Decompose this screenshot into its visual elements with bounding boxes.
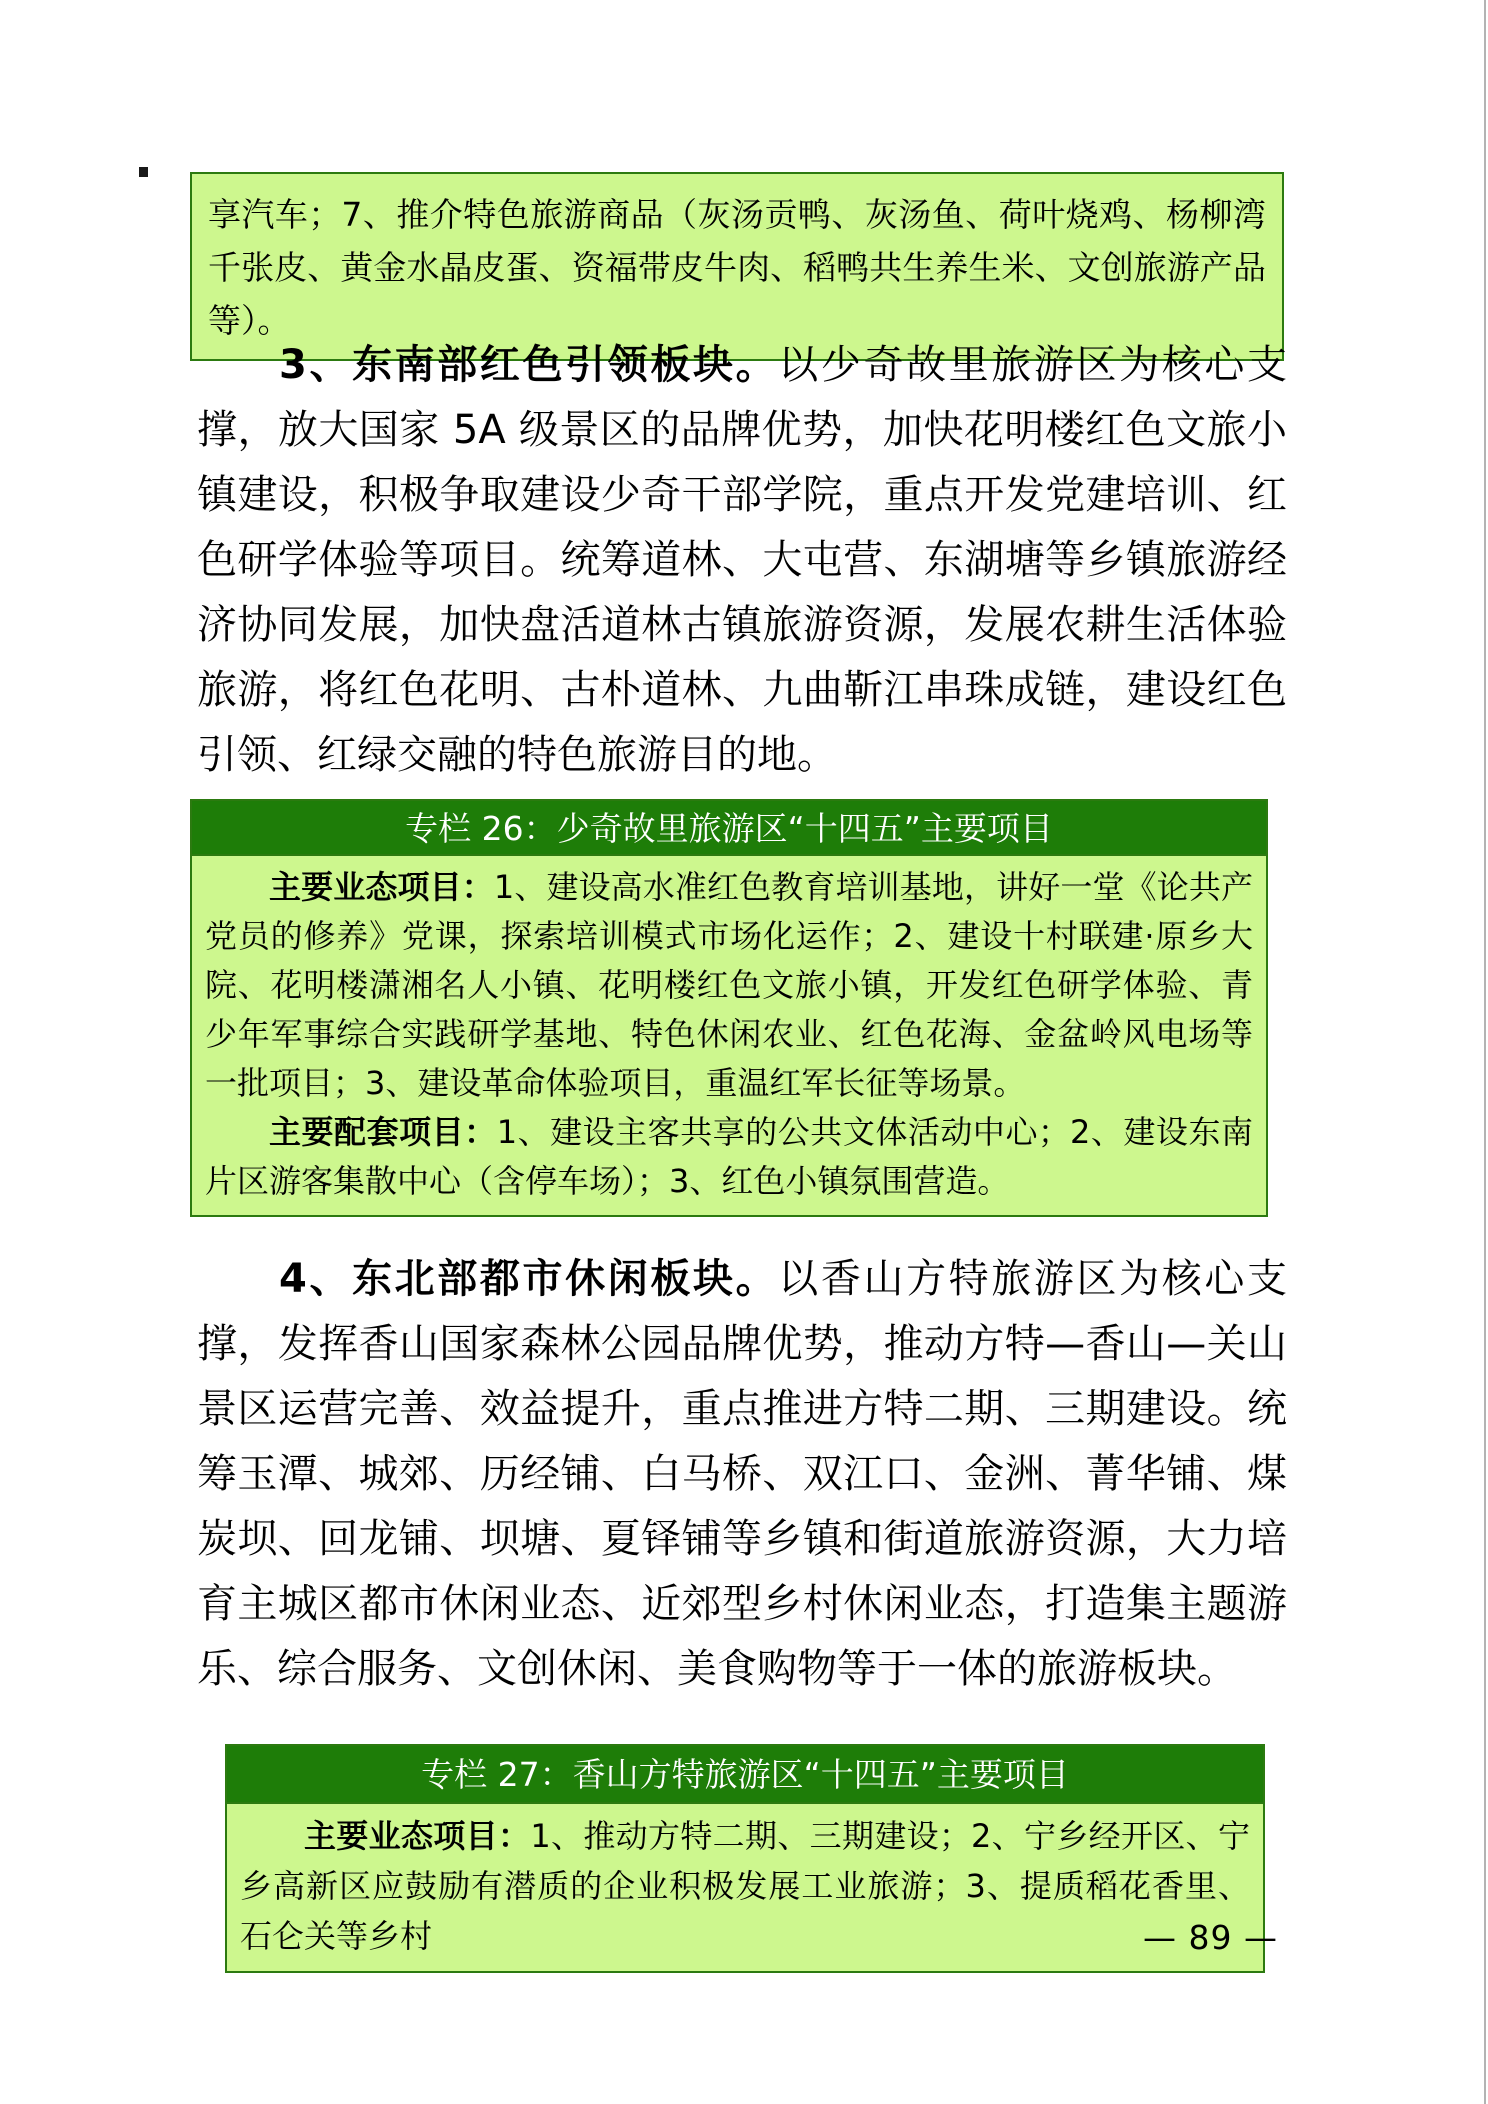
paragraph-3-body: 以少奇故里旅游区为核心支撑，放大国家 5A 级景区的品牌优势，加快花明楼红色文旅小镇建设，积极争取建设少奇干部学院，重点开发党建培训、红色研学体验等项目。统筹道林、大屯营、东湖塘等乡镇旅游经济协同发展，加快盘活道林古镇旅游资源，发展农耕生活体验旅游，将红色花明、古朴道林、九曲靳江串珠成链，建设红色引领、红绿交融的特色旅游目的地。 <box>197 342 1287 778</box>
carryover-list-text: 享汽车；7、推介特色旅游商品（灰汤贡鸭、灰汤鱼、荷叶烧鸡、杨柳湾千张皮、黄金水晶皮蛋、资福带皮牛肉、稻鸭共生养生米、文创旅游产品等）。 <box>208 195 1266 340</box>
column-27-paragraph-business <box>240 1811 1250 1961</box>
paragraph-3-heading: 3、东南部红色引领板块。 <box>279 342 779 388</box>
paragraph-4-heading: 4、东北部都市休闲板块。 <box>279 1256 779 1302</box>
column-26-body <box>190 856 1268 1217</box>
scan-artifact <box>139 167 148 177</box>
column-26-box <box>190 799 1268 1217</box>
column-26-support-text: 1、建设主客共享的公共文体活动中心；2、建设东南片区游客集散中心（含停车场）；3、红色小镇氛围营造。 <box>205 1113 1253 1200</box>
column-27-business-label: 主要业态项目： <box>304 1817 531 1855</box>
column-27-business-text: 1、推动方特二期、三期建设；2、宁乡经开区、宁乡高新区应鼓励有潜质的企业积极发展工业旅游；3、提质稻花香里、石仑关等乡村 <box>240 1817 1250 1955</box>
page-edge-line <box>1484 0 1486 2104</box>
column-26-title: 专栏 26：少奇故里旅游区“十四五”主要项目 <box>190 799 1268 856</box>
column-26-support-label: 主要配套项目： <box>269 1113 497 1151</box>
paragraph-southeast-red-block <box>197 333 1287 788</box>
column-26-paragraph-support <box>205 1108 1253 1206</box>
column-26-paragraph-business <box>205 863 1253 1108</box>
page-number: — 89 — <box>1143 1918 1278 1957</box>
column-26-business-text: 1、建设高水准红色教育培训基地，讲好一堂《论共产党员的修养》党课，探索培训模式市场化运作；2、建设十村联建·原乡大院、花明楼潇湘名人小镇、花明楼红色文旅小镇，开发红色研学体验、青少年军事综合实践研学基地、特色休闲农业、红色花海、金盆岭风电场等一批项目；3、建设革命体验项目，重温红军长征等场景。 <box>205 868 1253 1102</box>
paragraph-northeast-urban-block <box>197 1247 1287 1702</box>
column-27-box <box>225 1744 1265 1973</box>
column-27-body <box>225 1804 1265 1973</box>
column-26-business-label: 主要业态项目： <box>269 868 494 906</box>
column-27-title: 专栏 27：香山方特旅游区“十四五”主要项目 <box>225 1744 1265 1804</box>
paragraph-4-body: 以香山方特旅游区为核心支撑，发挥香山国家森林公园品牌优势，推动方特—香山—关山景区运营完善、效益提升，重点推进方特二期、三期建设。统筹玉潭、城郊、历经铺、白马桥、双江口、金洲、菁华铺、煤炭坝、回龙铺、坝塘、夏铎铺等乡镇和街道旅游资源，大力培育主城区都市休闲业态、近郊型乡村休闲业态，打造集主题游乐、综合服务、文创休闲、美食购物等于一体的旅游板块。 <box>197 1256 1287 1692</box>
